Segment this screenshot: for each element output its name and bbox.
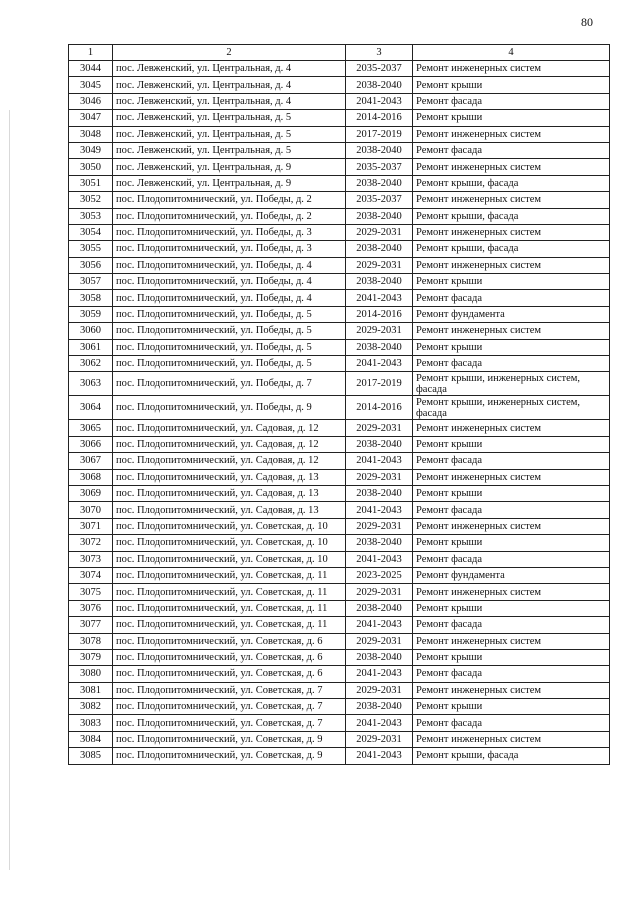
row-work-type: Ремонт крыши xyxy=(413,110,610,126)
row-address: пос. Плодопитомнический, ул. Советская, д. 9 xyxy=(113,731,346,747)
row-period: 2029-2031 xyxy=(346,257,413,273)
row-number: 3066 xyxy=(69,436,113,452)
row-period: 2035-2037 xyxy=(346,159,413,175)
row-work-type: Ремонт крыши xyxy=(413,339,610,355)
table-row xyxy=(69,142,610,158)
row-address: пос. Плодопитомнический, ул. Победы, д. 3 xyxy=(113,224,346,240)
header-col-1: 1 xyxy=(69,45,113,61)
row-number: 3050 xyxy=(69,159,113,175)
row-number: 3058 xyxy=(69,290,113,306)
row-period: 2035-2037 xyxy=(346,61,413,77)
table-row xyxy=(69,159,610,175)
row-period: 2038-2040 xyxy=(346,77,413,93)
row-work-type: Ремонт крыши, фасада xyxy=(413,748,610,764)
row-address: пос. Левженский, ул. Центральная, д. 4 xyxy=(113,77,346,93)
row-address: пос. Левженский, ул. Центральная, д. 5 xyxy=(113,142,346,158)
row-period: 2029-2031 xyxy=(346,224,413,240)
row-number: 3068 xyxy=(69,469,113,485)
row-number: 3076 xyxy=(69,600,113,616)
row-number: 3079 xyxy=(69,649,113,665)
row-address: пос. Плодопитомнический, ул. Победы, д. 5 xyxy=(113,339,346,355)
row-address: пос. Плодопитомнический, ул. Победы, д. 4 xyxy=(113,274,346,290)
row-number: 3072 xyxy=(69,535,113,551)
row-number: 3044 xyxy=(69,61,113,77)
row-period: 2041-2043 xyxy=(346,502,413,518)
row-address: пос. Плодопитомнический, ул. Советская, д. 7 xyxy=(113,699,346,715)
row-period: 2038-2040 xyxy=(346,485,413,501)
row-number: 3085 xyxy=(69,748,113,764)
row-address: пос. Левженский, ул. Центральная, д. 5 xyxy=(113,110,346,126)
row-address: пос. Левженский, ул. Центральная, д. 4 xyxy=(113,61,346,77)
table-row xyxy=(69,453,610,469)
row-number: 3056 xyxy=(69,257,113,273)
table-row xyxy=(69,518,610,534)
row-period: 2029-2031 xyxy=(346,731,413,747)
table-row xyxy=(69,339,610,355)
row-period: 2041-2043 xyxy=(346,453,413,469)
row-address: пос. Плодопитомнический, ул. Победы, д. 5 xyxy=(113,323,346,339)
row-address: пос. Плодопитомнический, ул. Победы, д. 4 xyxy=(113,257,346,273)
row-period: 2038-2040 xyxy=(346,600,413,616)
table-row xyxy=(69,633,610,649)
row-work-type: Ремонт фундамента xyxy=(413,567,610,583)
table-row xyxy=(69,420,610,436)
row-number: 3084 xyxy=(69,731,113,747)
row-address: пос. Плодопитомнический, ул. Советская, д. 11 xyxy=(113,600,346,616)
row-address: пос. Плодопитомнический, ул. Победы, д. 7 xyxy=(113,372,346,396)
row-period: 2029-2031 xyxy=(346,584,413,600)
row-period: 2038-2040 xyxy=(346,649,413,665)
row-period: 2038-2040 xyxy=(346,208,413,224)
row-period: 2041-2043 xyxy=(346,290,413,306)
row-period: 2041-2043 xyxy=(346,748,413,764)
row-number: 3059 xyxy=(69,306,113,322)
row-work-type: Ремонт инженерных систем xyxy=(413,469,610,485)
row-work-type: Ремонт крыши xyxy=(413,600,610,616)
row-address: пос. Левженский, ул. Центральная, д. 5 xyxy=(113,126,346,142)
row-work-type: Ремонт крыши, фасада xyxy=(413,208,610,224)
row-period: 2041-2043 xyxy=(346,551,413,567)
row-work-type: Ремонт инженерных систем xyxy=(413,159,610,175)
table-row xyxy=(69,323,610,339)
table-row xyxy=(69,110,610,126)
row-work-type: Ремонт инженерных систем xyxy=(413,61,610,77)
row-work-type: Ремонт инженерных систем xyxy=(413,584,610,600)
table-row xyxy=(69,584,610,600)
row-address: пос. Плодопитомнический, ул. Садовая, д. 13 xyxy=(113,485,346,501)
table-row xyxy=(69,699,610,715)
row-address: пос. Плодопитомнический, ул. Победы, д. 5 xyxy=(113,306,346,322)
table-row xyxy=(69,257,610,273)
row-work-type: Ремонт инженерных систем xyxy=(413,731,610,747)
row-number: 3065 xyxy=(69,420,113,436)
row-period: 2017-2019 xyxy=(346,126,413,142)
row-period: 2029-2031 xyxy=(346,682,413,698)
table-row xyxy=(69,748,610,764)
table-row xyxy=(69,535,610,551)
row-work-type: Ремонт фасада xyxy=(413,290,610,306)
table-row xyxy=(69,715,610,731)
row-number: 3075 xyxy=(69,584,113,600)
row-work-type: Ремонт крыши xyxy=(413,436,610,452)
table-row xyxy=(69,396,610,420)
row-number: 3047 xyxy=(69,110,113,126)
scan-margin-line xyxy=(9,110,10,870)
row-work-type: Ремонт фасада xyxy=(413,93,610,109)
row-work-type: Ремонт крыши, инженерных систем, фасада xyxy=(413,396,610,420)
row-period: 2029-2031 xyxy=(346,518,413,534)
row-period: 2038-2040 xyxy=(346,142,413,158)
row-address: пос. Плодопитомнический, ул. Садовая, д. 12 xyxy=(113,420,346,436)
capital-repair-table xyxy=(68,44,610,765)
row-address: пос. Плодопитомнический, ул. Советская, д. 6 xyxy=(113,666,346,682)
row-work-type: Ремонт инженерных систем xyxy=(413,126,610,142)
table-row xyxy=(69,551,610,567)
row-work-type: Ремонт крыши xyxy=(413,699,610,715)
row-address: пос. Плодопитомнический, ул. Советская, д. 10 xyxy=(113,551,346,567)
table-row xyxy=(69,61,610,77)
row-work-type: Ремонт фасада xyxy=(413,502,610,518)
table-row xyxy=(69,372,610,396)
row-work-type: Ремонт фасада xyxy=(413,715,610,731)
row-period: 2017-2019 xyxy=(346,372,413,396)
row-number: 3078 xyxy=(69,633,113,649)
row-number: 3061 xyxy=(69,339,113,355)
row-period: 2014-2016 xyxy=(346,110,413,126)
header-row xyxy=(69,45,610,61)
row-number: 3049 xyxy=(69,142,113,158)
row-period: 2041-2043 xyxy=(346,715,413,731)
table-row xyxy=(69,436,610,452)
row-period: 2029-2031 xyxy=(346,420,413,436)
row-work-type: Ремонт крыши, фасада xyxy=(413,241,610,257)
row-period: 2014-2016 xyxy=(346,306,413,322)
row-address: пос. Плодопитомнический, ул. Победы, д. 4 xyxy=(113,290,346,306)
row-number: 3057 xyxy=(69,274,113,290)
row-work-type: Ремонт крыши xyxy=(413,535,610,551)
table-row xyxy=(69,617,610,633)
row-work-type: Ремонт инженерных систем xyxy=(413,420,610,436)
row-address: пос. Плодопитомнический, ул. Советская, д. 10 xyxy=(113,518,346,534)
row-period: 2038-2040 xyxy=(346,175,413,191)
page-number: 80 xyxy=(581,15,593,29)
row-number: 3064 xyxy=(69,396,113,420)
row-address: пос. Плодопитомнический, ул. Победы, д. 9 xyxy=(113,396,346,420)
table-row xyxy=(69,77,610,93)
header-col-2: 2 xyxy=(113,45,346,61)
row-number: 3082 xyxy=(69,699,113,715)
header-col-3: 3 xyxy=(346,45,413,61)
row-number: 3048 xyxy=(69,126,113,142)
row-address: пос. Плодопитомнический, ул. Советская, д. 11 xyxy=(113,584,346,600)
row-address: пос. Плодопитомнический, ул. Победы, д. 2 xyxy=(113,208,346,224)
table-row xyxy=(69,567,610,583)
row-number: 3045 xyxy=(69,77,113,93)
row-number: 3054 xyxy=(69,224,113,240)
table-row xyxy=(69,192,610,208)
row-number: 3081 xyxy=(69,682,113,698)
row-number: 3073 xyxy=(69,551,113,567)
row-address: пос. Плодопитомнический, ул. Советская, д. 7 xyxy=(113,682,346,698)
row-address: пос. Плодопитомнический, ул. Садовая, д. 13 xyxy=(113,469,346,485)
row-number: 3055 xyxy=(69,241,113,257)
row-address: пос. Плодопитомнический, ул. Садовая, д. 12 xyxy=(113,436,346,452)
row-period: 2041-2043 xyxy=(346,93,413,109)
row-number: 3053 xyxy=(69,208,113,224)
row-number: 3046 xyxy=(69,93,113,109)
row-address: пос. Плодопитомнический, ул. Советская, д. 9 xyxy=(113,748,346,764)
row-period: 2014-2016 xyxy=(346,396,413,420)
row-period: 2038-2040 xyxy=(346,535,413,551)
row-period: 2038-2040 xyxy=(346,436,413,452)
row-period: 2038-2040 xyxy=(346,241,413,257)
row-address: пос. Левженский, ул. Центральная, д. 9 xyxy=(113,159,346,175)
row-address: пос. Плодопитомнический, ул. Советская, д. 11 xyxy=(113,617,346,633)
row-number: 3062 xyxy=(69,356,113,372)
table-row xyxy=(69,290,610,306)
row-work-type: Ремонт крыши xyxy=(413,77,610,93)
row-work-type: Ремонт инженерных систем xyxy=(413,633,610,649)
row-address: пос. Плодопитомнический, ул. Победы, д. 2 xyxy=(113,192,346,208)
row-work-type: Ремонт инженерных систем xyxy=(413,323,610,339)
row-work-type: Ремонт инженерных систем xyxy=(413,192,610,208)
table-row xyxy=(69,224,610,240)
row-period: 2041-2043 xyxy=(346,356,413,372)
row-work-type: Ремонт инженерных систем xyxy=(413,682,610,698)
table-row xyxy=(69,731,610,747)
row-address: пос. Левженский, ул. Центральная, д. 9 xyxy=(113,175,346,191)
table-row xyxy=(69,274,610,290)
row-address: пос. Плодопитомнический, ул. Советская, д. 11 xyxy=(113,567,346,583)
row-number: 3070 xyxy=(69,502,113,518)
row-work-type: Ремонт фасада xyxy=(413,356,610,372)
row-work-type: Ремонт крыши xyxy=(413,485,610,501)
table-row xyxy=(69,93,610,109)
row-work-type: Ремонт фасада xyxy=(413,453,610,469)
table-row xyxy=(69,306,610,322)
table-row xyxy=(69,241,610,257)
row-period: 2038-2040 xyxy=(346,274,413,290)
table-row xyxy=(69,208,610,224)
header-col-4: 4 xyxy=(413,45,610,61)
table-row xyxy=(69,502,610,518)
table-row xyxy=(69,649,610,665)
row-period: 2029-2031 xyxy=(346,633,413,649)
row-address: пос. Плодопитомнический, ул. Садовая, д. 13 xyxy=(113,502,346,518)
row-address: пос. Плодопитомнический, ул. Советская, д. 7 xyxy=(113,715,346,731)
row-number: 3052 xyxy=(69,192,113,208)
row-address: пос. Левженский, ул. Центральная, д. 4 xyxy=(113,93,346,109)
table-row xyxy=(69,485,610,501)
row-work-type: Ремонт инженерных систем xyxy=(413,518,610,534)
row-address: пос. Плодопитомнический, ул. Победы, д. 3 xyxy=(113,241,346,257)
row-work-type: Ремонт крыши xyxy=(413,274,610,290)
row-work-type: Ремонт инженерных систем xyxy=(413,257,610,273)
row-work-type: Ремонт крыши, инженерных систем, фасада xyxy=(413,372,610,396)
row-work-type: Ремонт фасада xyxy=(413,666,610,682)
table-row xyxy=(69,666,610,682)
row-work-type: Ремонт инженерных систем xyxy=(413,224,610,240)
row-address: пос. Плодопитомнический, ул. Советская, д. 6 xyxy=(113,633,346,649)
row-address: пос. Плодопитомнический, ул. Советская, д. 10 xyxy=(113,535,346,551)
row-period: 2038-2040 xyxy=(346,699,413,715)
row-period: 2041-2043 xyxy=(346,666,413,682)
table-row xyxy=(69,682,610,698)
row-number: 3063 xyxy=(69,372,113,396)
row-number: 3051 xyxy=(69,175,113,191)
table-row xyxy=(69,126,610,142)
row-period: 2035-2037 xyxy=(346,192,413,208)
row-address: пос. Плодопитомнический, ул. Победы, д. 5 xyxy=(113,356,346,372)
row-period: 2041-2043 xyxy=(346,617,413,633)
row-period: 2023-2025 xyxy=(346,567,413,583)
table-body xyxy=(69,61,610,765)
row-number: 3069 xyxy=(69,485,113,501)
row-address: пос. Плодопитомнический, ул. Советская, д. 6 xyxy=(113,649,346,665)
row-work-type: Ремонт фасада xyxy=(413,551,610,567)
row-number: 3071 xyxy=(69,518,113,534)
row-work-type: Ремонт крыши, фасада xyxy=(413,175,610,191)
table-row xyxy=(69,469,610,485)
row-number: 3077 xyxy=(69,617,113,633)
row-number: 3067 xyxy=(69,453,113,469)
table-row xyxy=(69,356,610,372)
table-row xyxy=(69,175,610,191)
row-work-type: Ремонт фундамента xyxy=(413,306,610,322)
row-address: пос. Плодопитомнический, ул. Садовая, д. 12 xyxy=(113,453,346,469)
row-work-type: Ремонт фасада xyxy=(413,142,610,158)
row-period: 2029-2031 xyxy=(346,469,413,485)
row-number: 3060 xyxy=(69,323,113,339)
table-row xyxy=(69,600,610,616)
row-period: 2029-2031 xyxy=(346,323,413,339)
row-work-type: Ремонт фасада xyxy=(413,617,610,633)
row-number: 3074 xyxy=(69,567,113,583)
row-number: 3080 xyxy=(69,666,113,682)
row-work-type: Ремонт крыши xyxy=(413,649,610,665)
row-number: 3083 xyxy=(69,715,113,731)
row-period: 2038-2040 xyxy=(346,339,413,355)
